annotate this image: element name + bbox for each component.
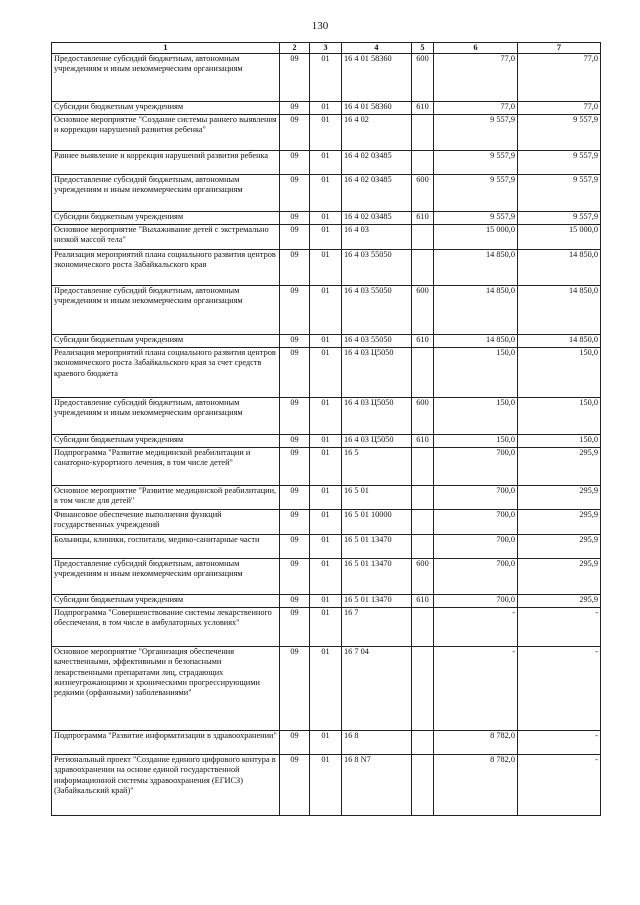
row-section: 09 [280,348,310,398]
row-subsection: 01 [310,115,342,151]
row-expense-type: 600 [412,398,434,435]
row-name: Региональный проект "Создание единого цифрового контура в здравоохранении на основе единой государственной информационной системы здравоохранения (ЕГИСЗ) (Забайкальский край)" [52,755,280,816]
row-subsection: 01 [310,595,342,608]
row-expense-type [412,448,434,486]
row-name: Основное мероприятие "Создание системы раннего выявления и коррекции нарушений развития ребенка" [52,115,280,151]
table-row [52,212,601,225]
row-amount-1: 150,0 [434,435,518,448]
row-amount-1: 700,0 [434,510,518,535]
row-subsection: 01 [310,212,342,225]
row-target-article: 16 4 02 03485 [342,212,412,225]
row-section: 09 [280,595,310,608]
row-amount-2: - [518,731,601,755]
row-subsection: 01 [310,448,342,486]
row-expense-type: 610 [412,102,434,115]
row-expense-type [412,535,434,559]
column-header-7: 7 [518,43,601,54]
row-target-article: 16 5 01 [342,486,412,510]
row-expense-type: 610 [412,212,434,225]
row-target-article: 16 5 01 13470 [342,559,412,595]
row-subsection: 01 [310,175,342,212]
row-amount-1: 14 850,0 [434,335,518,348]
row-name: Раннее выявление и коррекция нарушений развития ребенка [52,151,280,175]
row-expense-type [412,250,434,286]
row-section: 09 [280,647,310,731]
row-target-article: 16 4 01 58360 [342,54,412,102]
row-amount-2: 295,9 [518,510,601,535]
row-expense-type [412,647,434,731]
row-amount-2: 9 557,9 [518,115,601,151]
row-section: 09 [280,54,310,102]
row-expense-type: 600 [412,175,434,212]
row-expense-type [412,348,434,398]
row-name: Субсидии бюджетным учреждениям [52,335,280,348]
row-amount-1: 700,0 [434,595,518,608]
row-name: Предоставление субсидий бюджетным, автономным учреждениям и иным некоммерческим организациям [52,54,280,102]
page-number: 130 [311,20,329,32]
row-section: 09 [280,755,310,816]
row-subsection: 01 [310,608,342,647]
table-row [52,486,601,510]
row-amount-2: 14 850,0 [518,250,601,286]
table-row [52,535,601,559]
row-amount-1: 8 782,0 [434,731,518,755]
table-row [52,335,601,348]
row-subsection: 01 [310,54,342,102]
row-amount-2: 14 850,0 [518,335,601,348]
table-row [52,647,601,731]
row-section: 09 [280,731,310,755]
row-subsection: 01 [310,335,342,348]
row-section: 09 [280,175,310,212]
row-section: 09 [280,102,310,115]
row-amount-1: 15 000,0 [434,225,518,250]
row-subsection: 01 [310,151,342,175]
row-name: Основное мероприятие "Развитие медицинской реабилитации, в том числе для детей" [52,486,280,510]
row-target-article: 16 4 03 Ц5050 [342,435,412,448]
row-target-article: 16 5 01 10000 [342,510,412,535]
row-name: Подпрограмма "Развитие информатизации в здравоохранении" [52,731,280,755]
column-header-5: 5 [412,43,434,54]
row-amount-1: 77,0 [434,54,518,102]
row-target-article: 16 4 03 55050 [342,335,412,348]
row-expense-type: 600 [412,54,434,102]
row-target-article: 16 8 N7 [342,755,412,816]
row-section: 09 [280,250,310,286]
row-amount-1: 9 557,9 [434,151,518,175]
row-name: Больницы, клиники, госпитали, медико-санитарные части [52,535,280,559]
row-name: Предоставление субсидий бюджетным, автономным учреждениям и иным некоммерческим организациям [52,398,280,435]
row-name: Реализация мероприятий плана социального развития центров экономического роста Забайкальского края [52,250,280,286]
row-subsection: 01 [310,435,342,448]
row-expense-type [412,486,434,510]
column-header-2: 2 [280,43,310,54]
row-expense-type [412,510,434,535]
row-section: 09 [280,435,310,448]
table-row [52,348,601,398]
row-amount-2: 150,0 [518,398,601,435]
row-amount-2: 295,9 [518,486,601,510]
row-section: 09 [280,225,310,250]
row-name: Реализация мероприятий плана социального развития центров экономического роста Забайкальского края за счет средств краевого бюджета [52,348,280,398]
table-row [52,175,601,212]
row-section: 09 [280,510,310,535]
row-amount-2: 14 850,0 [518,286,601,335]
row-target-article: 16 5 01 13470 [342,535,412,559]
row-amount-2: 295,9 [518,559,601,595]
row-amount-2: 9 557,9 [518,175,601,212]
row-target-article: 16 4 02 [342,115,412,151]
row-target-article: 16 5 01 13470 [342,595,412,608]
row-amount-2: 150,0 [518,348,601,398]
row-name: Субсидии бюджетным учреждениям [52,435,280,448]
row-section: 09 [280,559,310,595]
row-expense-type: 600 [412,559,434,595]
row-target-article: 16 4 01 58360 [342,102,412,115]
row-amount-1: 150,0 [434,348,518,398]
row-amount-1: 700,0 [434,486,518,510]
row-amount-2: 295,9 [518,595,601,608]
row-amount-1: 700,0 [434,559,518,595]
row-amount-2: 295,9 [518,535,601,559]
row-subsection: 01 [310,102,342,115]
row-expense-type [412,151,434,175]
table-row [52,54,601,102]
row-target-article: 16 8 [342,731,412,755]
table-row [52,250,601,286]
row-target-article: 16 4 03 55050 [342,250,412,286]
table-row [52,755,601,816]
table-row [52,608,601,647]
row-amount-1: 150,0 [434,398,518,435]
row-subsection: 01 [310,510,342,535]
row-amount-1: 8 782,0 [434,755,518,816]
row-name: Предоставление субсидий бюджетным, автономным учреждениям и иным некоммерческим организациям [52,175,280,212]
row-amount-2: 15 000,0 [518,225,601,250]
row-subsection: 01 [310,486,342,510]
row-section: 09 [280,335,310,348]
row-amount-2: 77,0 [518,102,601,115]
row-target-article: 16 7 [342,608,412,647]
row-subsection: 01 [310,535,342,559]
row-expense-type [412,225,434,250]
row-amount-1: 700,0 [434,448,518,486]
table-row [52,398,601,435]
table-row [52,559,601,595]
column-header-1: 1 [52,43,280,54]
row-target-article: 16 7 04 [342,647,412,731]
row-subsection: 01 [310,731,342,755]
row-amount-2: 9 557,9 [518,212,601,225]
row-expense-type [412,115,434,151]
row-target-article: 16 4 03 [342,225,412,250]
row-subsection: 01 [310,250,342,286]
table-row [52,225,601,250]
row-amount-2: 295,9 [518,448,601,486]
table-row [52,151,601,175]
row-name: Субсидии бюджетным учреждениям [52,212,280,225]
column-header-6: 6 [434,43,518,54]
row-section: 09 [280,535,310,559]
column-header-3: 3 [310,43,342,54]
row-amount-2: - [518,755,601,816]
row-section: 09 [280,486,310,510]
row-subsection: 01 [310,559,342,595]
row-name: Подпрограмма "Развитие медицинской реабилитации и санаторно-курортного лечения, в том числе детей" [52,448,280,486]
row-expense-type: 610 [412,435,434,448]
table-row [52,731,601,755]
row-section: 09 [280,398,310,435]
row-expense-type: 610 [412,595,434,608]
row-target-article: 16 4 03 Ц5050 [342,398,412,435]
row-name: Финансовое обеспечение выполнения функций государственных учреждений [52,510,280,535]
row-amount-1: 14 850,0 [434,250,518,286]
row-target-article: 16 4 03 Ц5050 [342,348,412,398]
row-subsection: 01 [310,647,342,731]
row-target-article: 16 4 02 03485 [342,175,412,212]
row-expense-type: 600 [412,286,434,335]
row-subsection: 01 [310,348,342,398]
row-subsection: 01 [310,286,342,335]
row-name: Субсидии бюджетным учреждениям [52,595,280,608]
row-name: Основное мероприятие "Выхаживание детей с экстремально низкой массой тела" [52,225,280,250]
row-name: Предоставление субсидий бюджетным, автономным учреждениям и иным некоммерческим организациям [52,286,280,335]
row-amount-1: - [434,608,518,647]
row-name: Подпрограмма "Совершенствование системы лекарственного обеспечения, в том числе в амбулаторных условиях" [52,608,280,647]
row-subsection: 01 [310,398,342,435]
row-section: 09 [280,115,310,151]
row-amount-1: 9 557,9 [434,212,518,225]
row-section: 09 [280,212,310,225]
row-name: Предоставление субсидий бюджетным, автономным учреждениям и иным некоммерческим организациям [52,559,280,595]
row-amount-1: - [434,647,518,731]
header-row [52,43,601,54]
table-body [52,54,601,816]
row-subsection: 01 [310,755,342,816]
row-section: 09 [280,448,310,486]
row-name: Основное мероприятие "Организация обеспечения качественными, эффективными и безопасными лекарственными препаратами лиц, страдающих жизнеугрожающими и хроническими прогрессирующими редкими (орфанными) заболеваниями" [52,647,280,731]
row-amount-1: 9 557,9 [434,175,518,212]
row-amount-1: 14 850,0 [434,286,518,335]
row-amount-2: 77,0 [518,54,601,102]
table-row [52,595,601,608]
row-amount-2: 150,0 [518,435,601,448]
row-amount-2: - [518,647,601,731]
row-expense-type [412,608,434,647]
column-header-4: 4 [342,43,412,54]
table-row [52,286,601,335]
table-row [52,102,601,115]
table-row [52,115,601,151]
row-expense-type [412,731,434,755]
budget-table [51,42,601,816]
row-name: Субсидии бюджетным учреждениям [52,102,280,115]
row-amount-2: 9 557,9 [518,151,601,175]
table-row [52,435,601,448]
row-target-article: 16 5 [342,448,412,486]
row-target-article: 16 4 02 03485 [342,151,412,175]
row-expense-type: 610 [412,335,434,348]
row-section: 09 [280,286,310,335]
row-expense-type [412,755,434,816]
row-amount-2: - [518,608,601,647]
row-amount-1: 9 557,9 [434,115,518,151]
row-section: 09 [280,608,310,647]
row-section: 09 [280,151,310,175]
row-subsection: 01 [310,225,342,250]
row-target-article: 16 4 03 55050 [342,286,412,335]
row-amount-1: 700,0 [434,535,518,559]
table-row [52,448,601,486]
table-row [52,510,601,535]
row-amount-1: 77,0 [434,102,518,115]
